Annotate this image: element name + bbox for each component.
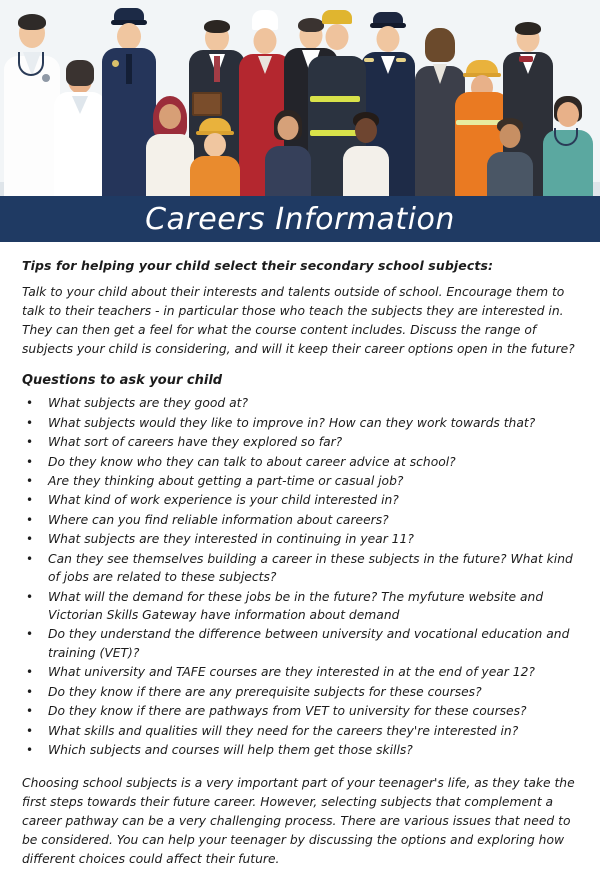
list-item: • What university and TAFE courses are they interested in at the end of year 12?	[22, 663, 578, 681]
list-item: • Do they know if there are any prerequisite subjects for these courses?	[22, 683, 578, 701]
epaulette-right	[396, 58, 406, 62]
head	[557, 102, 579, 127]
hair	[425, 28, 455, 62]
list-item: • Where can you find reliable information about careers?	[22, 511, 578, 529]
high-vis-vest	[190, 156, 240, 196]
list-item: • Do they know who they can talk to about career advice at school?	[22, 453, 578, 471]
uniform-collar	[72, 96, 88, 114]
list-item: • What subjects are they good at?	[22, 394, 578, 412]
list-item: • Can they see themselves building a career in these subjects in the future? What kind of jobs are related to these subjects?	[22, 550, 578, 587]
list-item: • Are they thinking about getting a part-time or casual job?	[22, 472, 578, 490]
title-banner	[0, 196, 600, 242]
hair	[66, 60, 94, 86]
figure-health-worker	[540, 0, 596, 196]
overalls	[487, 152, 533, 196]
list-item: • What will the demand for these jobs be in the future? The myfuture website and Victorian Skills Gateway have information about demand	[22, 588, 578, 625]
shirt	[343, 146, 389, 196]
list-item: • Which subjects and courses will help them get those skills?	[22, 741, 578, 759]
list-item: • What subjects are they interested in continuing in year 11?	[22, 530, 578, 548]
questions-heading: Questions to ask your child	[22, 373, 223, 389]
page-title: Careers Information	[145, 201, 455, 237]
list-item: • What sort of careers have they explored so far?	[22, 433, 578, 451]
figure-office-worker	[340, 0, 392, 196]
figure-mechanic	[484, 0, 536, 196]
list-item: • What subjects would they like to improve in? How can they work towards that?	[22, 414, 578, 432]
hair	[18, 14, 46, 30]
stethoscope-bell	[42, 74, 50, 82]
intro-paragraph: Talk to your child about their interests and talents outside of school. Encourage them to talk to their teachers - in particular those who teach the subjects they are interested in. They can then get a feel for what the course content includes. Discuss the range of subjects your child is considering, and will it keep their career options open in the future?	[22, 285, 575, 357]
tips-heading: Tips for helping your child select their secondary school subjects:	[22, 258, 494, 273]
uniform-tie	[126, 54, 132, 84]
head	[204, 133, 226, 157]
people-group	[0, 0, 600, 196]
list-item: • What skills and qualities will they need for the careers they're interested in?	[22, 722, 578, 740]
figure-construction-worker-with-hard-hat	[186, 0, 244, 196]
list-item: • Do they know if there are pathways from VET to university for these courses?	[22, 702, 578, 720]
hero-illustration	[0, 0, 600, 196]
figure-teacher	[262, 0, 314, 196]
head	[159, 104, 181, 129]
head	[355, 118, 377, 143]
head	[500, 124, 521, 148]
blouse	[265, 146, 311, 196]
list-item: • Do they understand the difference between university and vocational education and training (VET)?	[22, 625, 578, 662]
badge-icon	[112, 60, 119, 67]
document-body	[0, 242, 600, 869]
list-item: • What kind of work experience is your child interested in?	[22, 491, 578, 509]
head	[117, 23, 141, 50]
closing-paragraph: Choosing school subjects is a very important part of your teenager's life, as they take the first steps towards their future career. However, selecting subjects that complement a career pathway can be a very challenging process. There are various issues that need to be considered. You can help your teenager by discussing the options and exploring how different choices could affect their future.	[22, 775, 575, 866]
blouse-v	[433, 64, 447, 84]
head	[278, 116, 299, 140]
questions-list	[22, 394, 578, 759]
